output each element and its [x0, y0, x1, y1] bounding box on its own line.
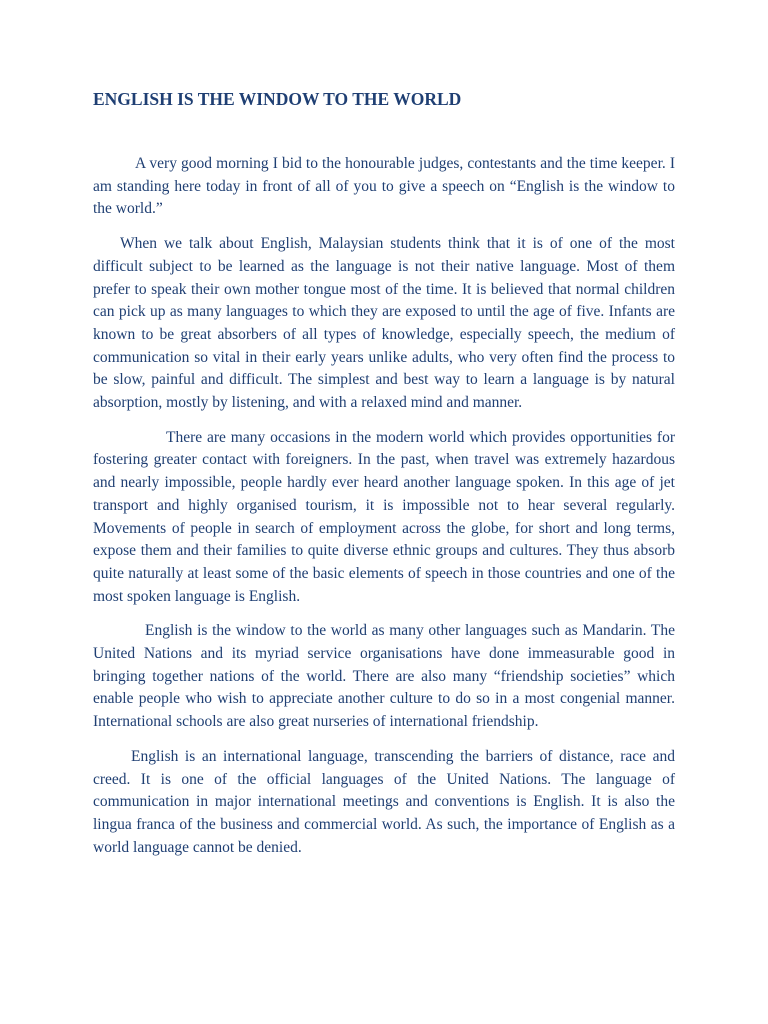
document-body — [93, 153, 675, 871]
paragraph-4: English is the window to the world as many other languages such as Mandarin. The United Nations and its myriad service organisations have done immeasurable good in bringing together nations of the world. There are also many “friendship societies” which enable people who wish to appreciate another culture to do so in a most congenial manner. International schools are also great nurseries of international friendship. — [93, 622, 675, 731]
paragraph-3: There are many occasions in the modern world which provides opportunities for fostering greater contact with foreigners. In the past, when travel was extremely hazardous and nearly impossible, people hardly ever heard another language spoken. In this age of jet transport and highly organised tourism, it is impossible not to hear several regularly. Movements of people in search of employment across the globe, for short and long terms, expose them and their families to quite diverse ethnic groups and cultures. They thus absorb quite naturally at least some of the basic elements of speech in those countries and one of the most spoken language is English. — [93, 428, 675, 605]
paragraph-5: English is an international language, transcending the barriers of distance, race and creed. It is one of the official languages of the United Nations. The language of communication in major international meetings and conventions is English. It is also the lingua franca of the business and commercial world. As such, the importance of English as a world language cannot be denied. — [93, 747, 675, 856]
paragraph-2: When we talk about English, Malaysian students think that it is of one of the most difficult subject to be learned as the language is not their native language. Most of them prefer to speak their own mother tongue most of the time. It is believed that normal children can pick up as many languages to which they are exposed to until the age of five. Infants are known to be great absorbers of all types of knowledge, especially speech, the medium of communication so vital in their early years unlike adults, who very often find the process to be slow, painful and difficult. The simplest and best way to learn a language is by natural absorption, mostly by listening, and with a relaxed mind and manner. — [93, 235, 675, 412]
document-title: ENGLISH IS THE WINDOW TO THE WORLD — [93, 89, 462, 109]
paragraph-1: A very good morning I bid to the honourable judges, contestants and the time keeper. I am standing here today in front of all of you to give a speech on “English is the window to the world.” — [93, 155, 675, 218]
